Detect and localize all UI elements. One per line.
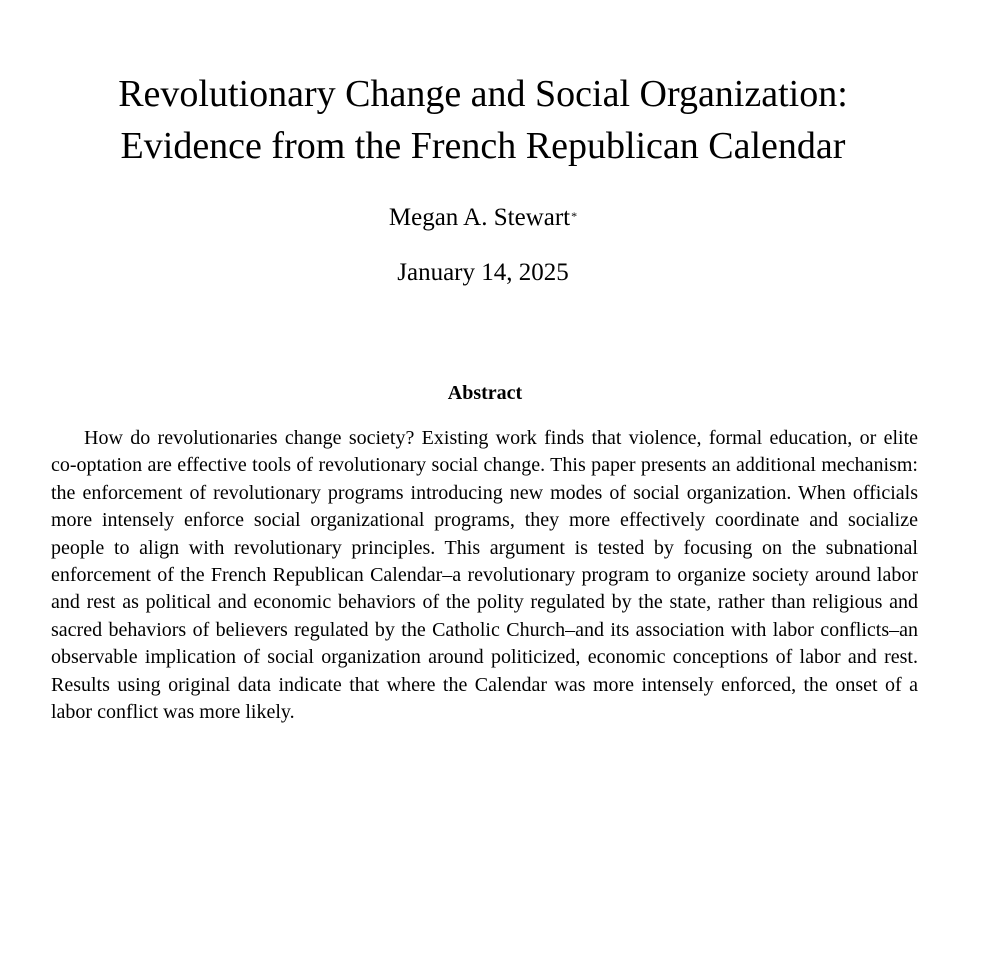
- title-line-2: Evidence from the French Republican Calendar: [120, 125, 846, 167]
- author-line: [0, 203, 966, 233]
- paper-title: [0, 68, 966, 172]
- abstract-heading: Abstract: [447, 382, 523, 404]
- author-name: Megan A. Stewart: [388, 204, 571, 231]
- author-footnote-mark[interactable]: *: [571, 209, 578, 223]
- title-line-1: Revolutionary Change and Social Organization:: [118, 73, 848, 115]
- paper-date: January 14, 2025: [397, 259, 569, 286]
- abstract-body: How do revolutionaries change society? Existing work finds that violence, formal education, or elite co-optation are effective tools of revolutionary social change. This paper presents an additional mechanism: the enforcement of revolutionary programs introducing new modes of social organization. When officials more intensely enforce social organizational programs, they more effectively coordinate and socialize people to align with revolutionary principles. This argument is tested by focusing on the subnational enforcement of the French Republican Calendar–a revolutionary program to organize society around labor and rest as political and economic behaviors of the polity regulated by the state, rather than religious and sacred behaviors of believers regulated by the Catholic Church–and its association with labor conflicts–an observable implication of social organization around politicized, economic conceptions of labor and rest. Results using original data indicate that where the Calendar was more intensely enforced, the onset of a labor conflict was more likely.: [51, 427, 918, 724]
